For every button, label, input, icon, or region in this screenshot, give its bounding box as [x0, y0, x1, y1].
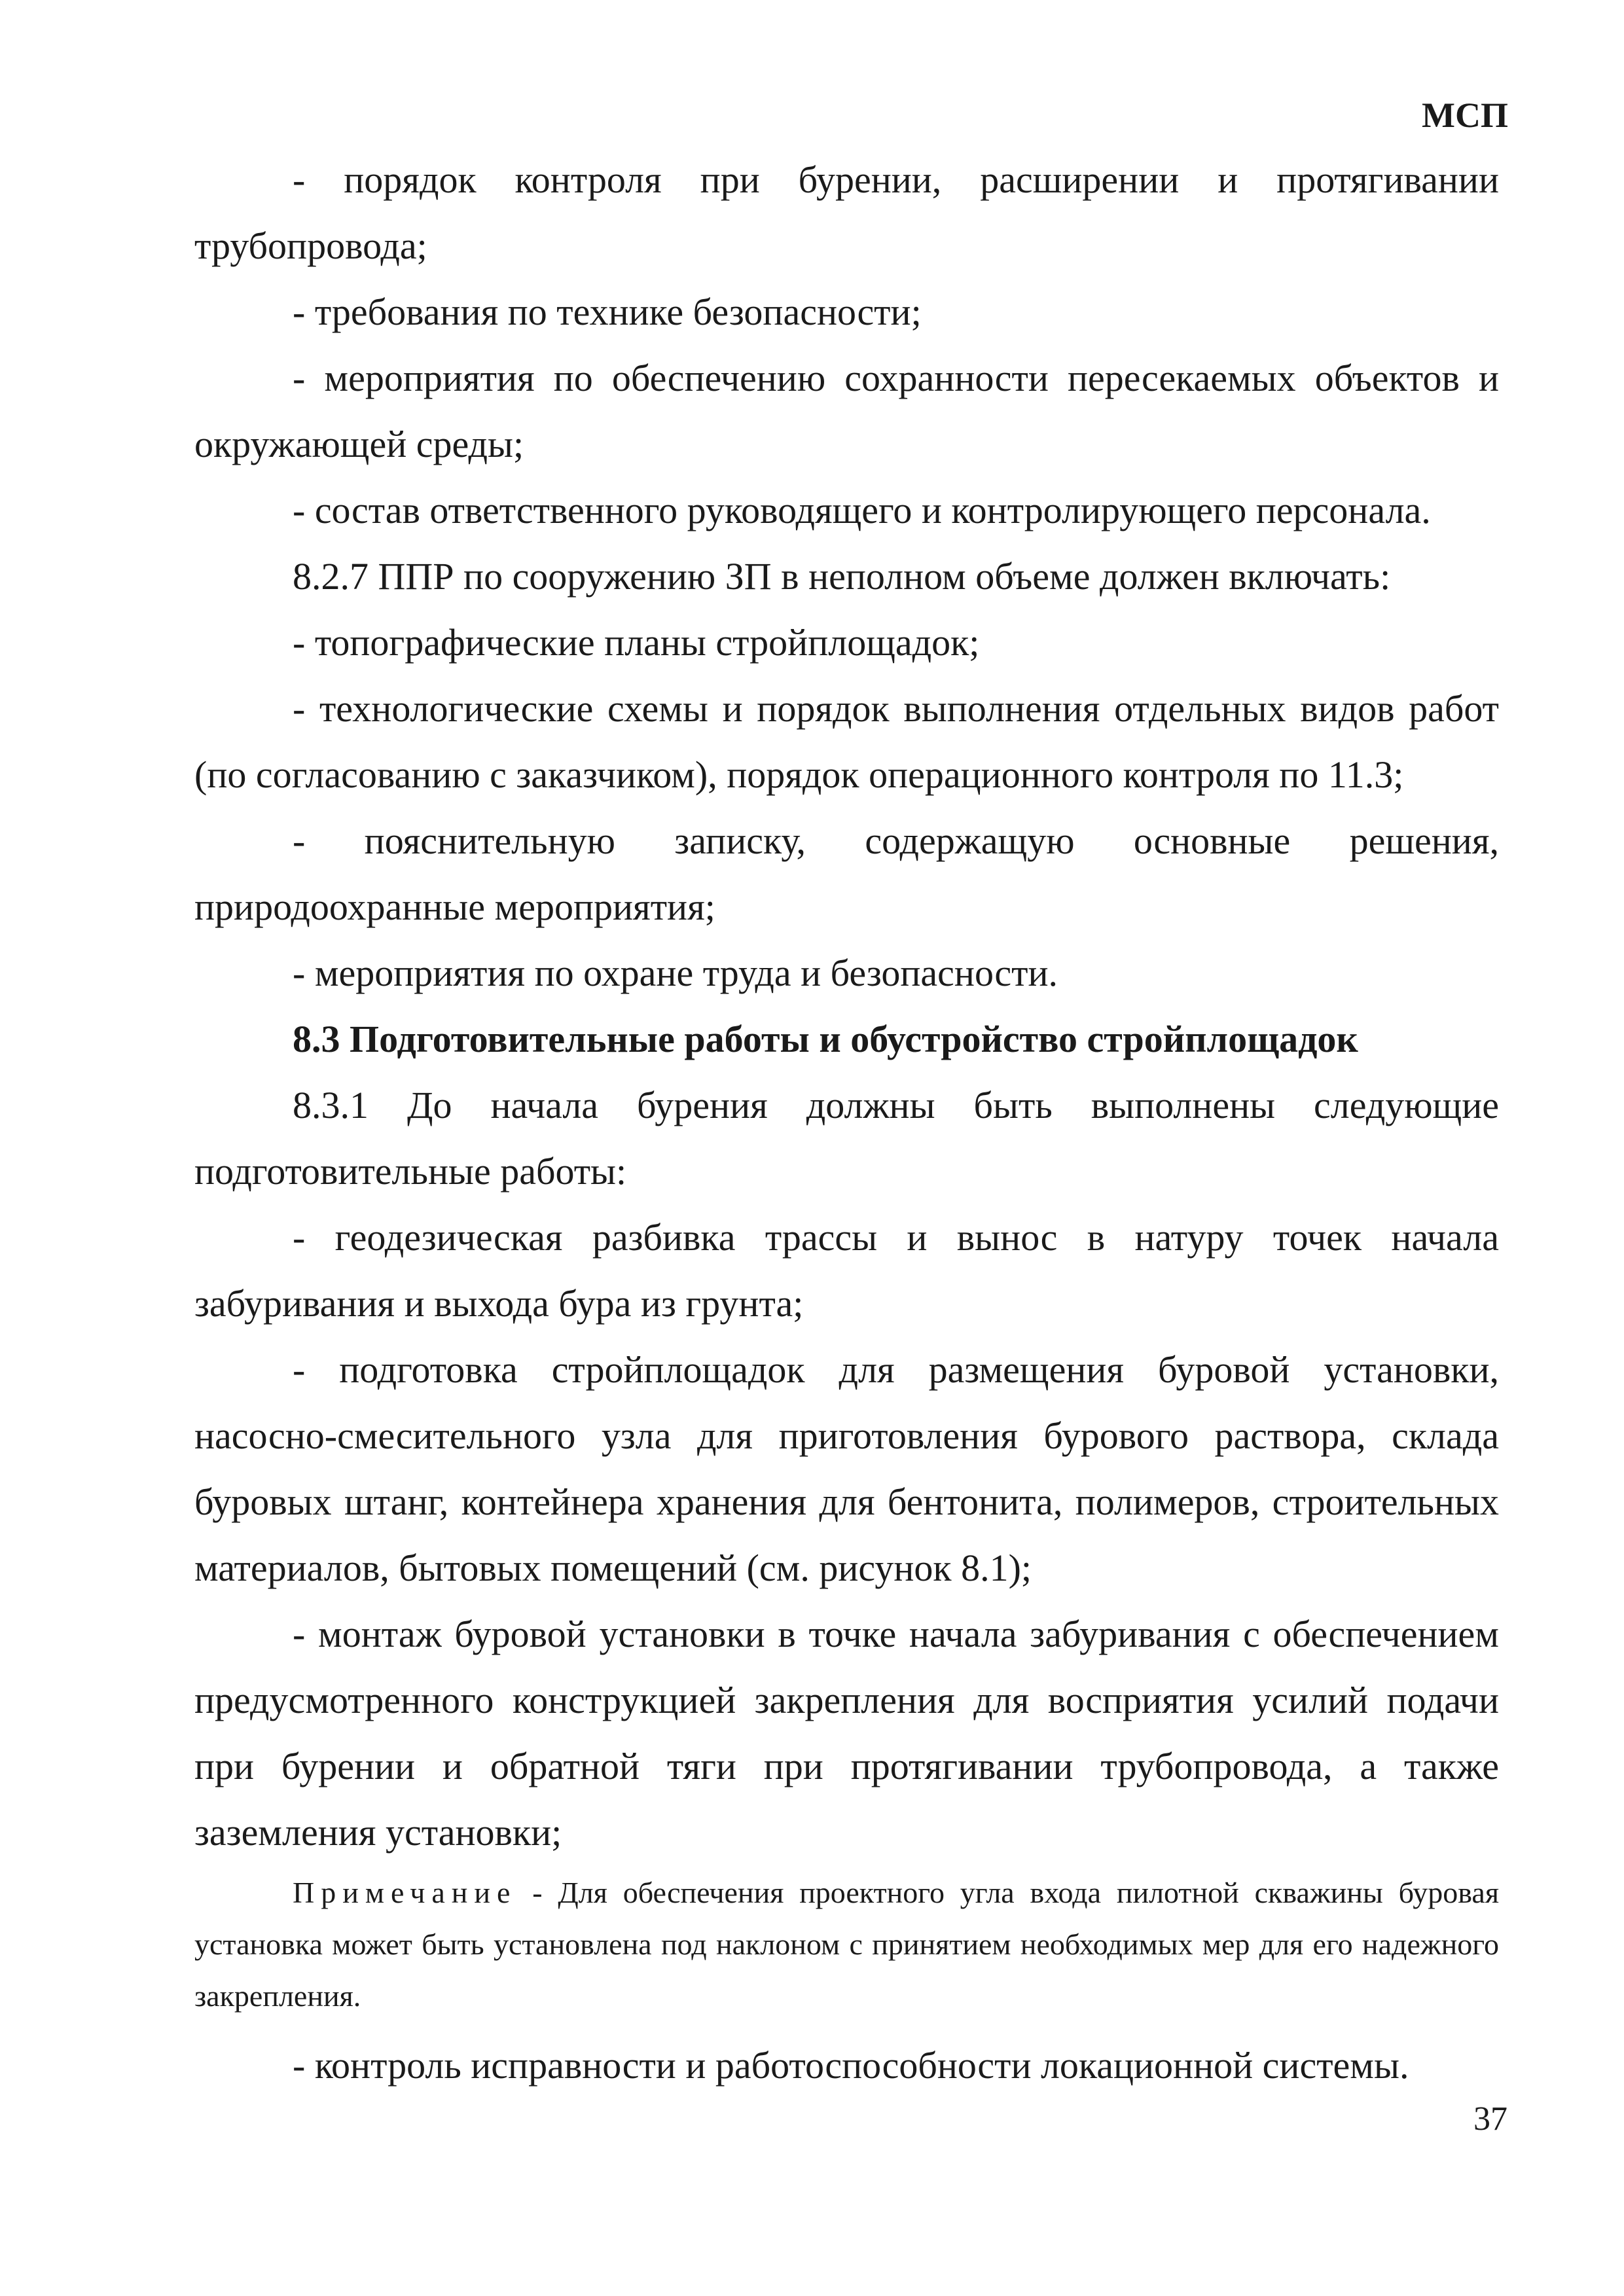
paragraph: - контроль исправности и работоспособности локационной системы. [293, 2044, 1409, 2087]
clause-8-3-1: 8.3.1 До начала бурения должны быть выполнены следующие подготовительные работы: [194, 1084, 1499, 1193]
document-code: МСП [1422, 96, 1508, 135]
note-label: Примечание [293, 1876, 517, 1909]
section-heading-8-3: 8.3 Подготовительные работы и обустройство стройплощадок [293, 1018, 1358, 1060]
note-text: Для обеспечения проектного угла входа пилотной скважины буровая установка может быть установлена под наклоном с принятием необходимых мер для его надежного закрепления. [194, 1876, 1499, 2013]
paragraph: - топографические планы стройплощадок; [293, 621, 980, 664]
body-text [194, 147, 1499, 2098]
page-number: 37 [1473, 2100, 1507, 2138]
paragraph: - состав ответственного руководящего и контролирующего персонала. [293, 489, 1431, 531]
paragraph: - монтаж буровой установки в точке начала забуривания с обеспечением предусмотренного конструкцией закрепления для восприятия усилий подачи при бурении и обратной тяги при протягивании трубопровода, а также заземления установки; [194, 1613, 1499, 1854]
clause-8-2-7: 8.2.7 ППР по сооружению ЗП в неполном объеме должен включать: [293, 555, 1391, 598]
paragraph: - технологические схемы и порядок выполнения отдельных видов работ (по согласованию с заказчиком), порядок операционного контроля по 11.3; [194, 687, 1499, 796]
paragraph: - геодезическая разбивка трассы и вынос в натуру точек начала забуривания и выхода бура из грунта; [194, 1216, 1499, 1325]
paragraph: - мероприятия по охране труда и безопасности. [293, 952, 1058, 994]
paragraph: - подготовка стройплощадок для размещения буровой установки, насосно-смесительного узла для приготовления бурового раствора, склада буровых штанг, контейнера хранения для бентонита, полимеров, строительных материалов, бытовых помещений (см. рисунок 8.1); [194, 1348, 1499, 1589]
paragraph: - пояснительную записку, содержащую основные решения, природоохранные мероприятия; [194, 819, 1499, 928]
note-separator: - [516, 1876, 558, 1909]
paragraph: - мероприятия по обеспечению сохранности пересекаемых объектов и окружающей среды; [194, 357, 1499, 465]
paragraph: - требования по технике безопасности; [293, 291, 922, 333]
paragraph: - порядок контроля при бурении, расширении и протягивании трубопровода; [194, 158, 1499, 267]
note [194, 1867, 1499, 2022]
